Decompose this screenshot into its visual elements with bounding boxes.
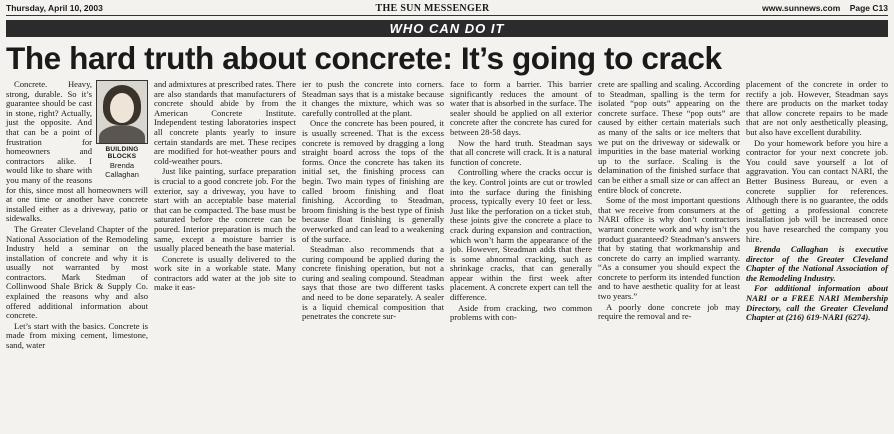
article-column-3 bbox=[302, 80, 444, 351]
paragraph: and admixtures at prescribed rates. There are also standards that manufacturers of concrete should abide by from the American Concrete Institute. Independent testing laboratories inspect all concrete plants yearly to insure certain standards are met. These recipes are modified for hot-weather pours and cold-weather pours. bbox=[154, 79, 296, 166]
paragraph: Concrete is usually delivered to the work site in a workable state. Many contractors add water at the job site to make it eas- bbox=[154, 253, 296, 293]
page-header bbox=[6, 0, 888, 16]
headline: The hard truth about concrete: It’s going to crack bbox=[6, 40, 722, 76]
article-column-4 bbox=[450, 80, 592, 351]
paragraph: The Greater Cleveland Chapter of the National Association of the Remodeling Industry held a seminar on the installation of concrete and why it is usually not warranted by most contractors. Mark Stedman of Collinwood Shale Brick & Supply Co. explained the reasons why and also offered additional information about concrete. bbox=[6, 223, 148, 321]
article-column-2 bbox=[154, 80, 296, 351]
paragraph: Do your homework before you hire a contractor for your next concrete job. You could save yourself a lot of aggravation. You can contact NARI, the Better Business Bureau, or even a concrete supplier for references. Although there is no guarantee, the odds of getting a professional concrete installation job will be increased once you have researched the company you hire. bbox=[746, 137, 888, 244]
article-column-1 bbox=[6, 80, 148, 351]
paragraph: A poorly done concrete job may require the removal and re- bbox=[598, 301, 740, 322]
paragraph: Just like painting, surface preparation is crucial to a good concrete job. For the exterior, say a driveway, you have to start with an acceptable base material that can be compacted. The base must be saturated before the concrete can be poured. Interior preparation is much the same, except a moisture barrier is usually placed beneath the base material. bbox=[154, 166, 296, 254]
paragraph: Steadman also recommends that a curing compound be applied during the concrete finishing operation, but not a curing and sealing compound. Steadman says that those are two different tasks and need to be done separately. A sealer is a liquid chemical composition that penetrates the concrete sur- bbox=[302, 244, 444, 322]
paragraph: Now the hard truth. Steadman says that all concrete will crack. It is a natural function of concrete. bbox=[450, 137, 592, 167]
paragraph: placement of the concrete in order to rectify a job. However, Steadman says there are products on the market today that allow concrete repairs to be made that are not only aesthetically pleasing, but also have excellent durability. bbox=[746, 79, 888, 137]
page-number: Page C13 bbox=[849, 3, 888, 13]
masthead: THE SUN MESSENGER bbox=[375, 2, 490, 14]
paragraph: Concrete. Heavy, strong, durable. So it’s guarantee should be cast in stone, right? Actually, just the opposite. And that can be a point of frustration for homeowners and contractors alike. I would like to share with you many of the reasons for this, since most all homeowners will at one time or another have concrete installed either as a driveway, patio or sidewalks. bbox=[6, 79, 148, 224]
paragraph: crete are spalling and scaling. According to Steadman, spalling is the term for isolated “pop outs” appearing on the concrete surface. These “pop outs” are caused by either certain materials such as many of the salts or ice melters that we put on the driveway or sidewalk or impurities in the base material working up to the surface. Scaling is the delamination of the finished surface that can be either a small size or can affect an entire block of concrete. bbox=[598, 79, 740, 195]
paragraph: ier to push the concrete into corners. Steadman says that is a mistake because it changes the mixture, which was so carefully controlled at the plant. bbox=[302, 79, 444, 118]
paragraph: Aside from cracking, two common problems with con- bbox=[450, 302, 592, 323]
issue-date: Thursday, April 10, 2003 bbox=[6, 3, 103, 13]
byline-box bbox=[96, 80, 148, 179]
article-column-6 bbox=[746, 80, 888, 351]
author-bio: Brenda Callaghan is executive director of the Greater Cleveland Chapter of the National Association of the Remodeling Industry. bbox=[746, 244, 888, 283]
paragraph: Controlling where the cracks occur is the key. Control joints are cut or trowled into the surface during the finishing process, typically every 10 feet or less. Just like the perforation on a ticket stub, these joints give the concrete a place to crack during expansion and contraction, which won’t harm the appearance of the job. However, Steadman adds that there is some abnormal cracking, such as shrinkage cracks, that can generally appear within the first week after placement. A concrete expert can tell the difference. bbox=[450, 167, 592, 303]
column-label: BUILDING BLOCKS bbox=[105, 146, 139, 160]
paragraph: Let’s start with the basics. Concrete is made from mixing cement, limestone, sand, water bbox=[6, 320, 148, 351]
article-column-5 bbox=[598, 80, 740, 351]
article-body bbox=[6, 80, 888, 351]
header-right bbox=[762, 3, 888, 13]
section-banner bbox=[6, 20, 888, 37]
paragraph: face to form a barrier. This barrier significantly reduces the amount of water that is absorbed in the surface. The sealer should be applied on all exterior concrete after the concrete has cured for between 28-58 days. bbox=[450, 79, 592, 137]
website-url: www.sunnews.com bbox=[762, 3, 841, 13]
paragraph: Once the concrete has been poured, it is usually screened. That is the excess concrete is removed by dragging a long straight board across the tops of the forms. Once the concrete has taken its initial set, the finishing process can begin. Two main types of finishing are called broom finishing and float finishing. According to Steadman, broom finishing is the best type of finish because float finishing is generally overworked and can lead to a weakening of the surface. bbox=[302, 118, 444, 244]
section-title: WHO CAN DO IT bbox=[389, 21, 505, 36]
author-photo bbox=[96, 80, 148, 144]
paragraph: Some of the most important questions that we receive from consumers at the NARI office is why don’t contractors warrant concrete work and why isn’t the product guaranteed? Steadman’s answers that by stating that workmanship and concrete do carry an implied warranty. “As a consumer you should expect the concrete to perform its intended function and to have aesthetic quality for at least two years.” bbox=[598, 195, 740, 302]
author-name: Brenda Callaghan bbox=[105, 161, 139, 179]
contact-info: For additional information about NARI or a FREE NARI Membership Directory, call the Greater Cleveland Chapter at (216) 619-NARI (6274). bbox=[746, 283, 888, 323]
